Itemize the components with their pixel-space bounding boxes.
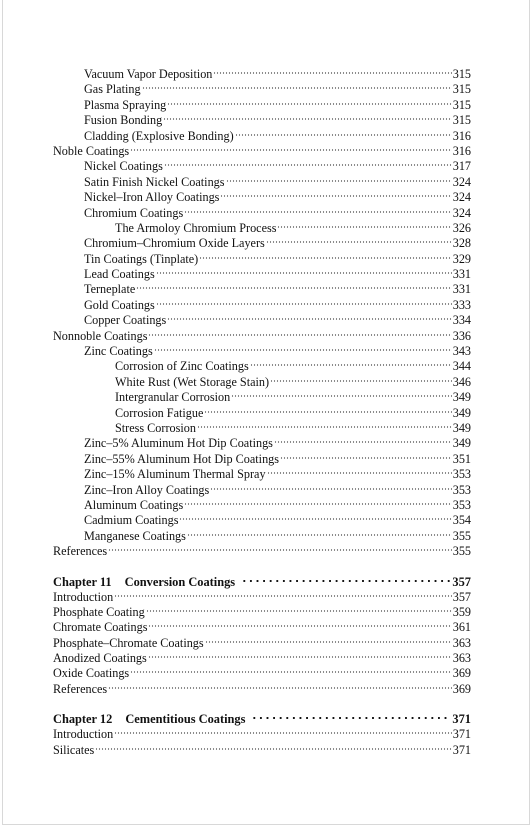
toc-entry-title: Fusion Bonding [84,113,163,128]
toc-entry-title: Phosphate Coating [53,604,145,619]
toc-entry-title: Nickel Coatings [84,159,163,174]
chapter-spacer [53,560,471,574]
toc-entry-title: Zinc–Iron Alloy Coatings [84,482,210,497]
toc-entry-title: Zinc–5% Aluminum Hot Dip Coatings [84,436,273,451]
dot-leader [266,240,452,244]
dot-leader [270,379,452,383]
toc-entry-title: Nonnoble Coatings [53,328,148,343]
toc-entry-title: Chromium Coatings [84,205,184,220]
toc-page-number: 349 [452,390,471,405]
dot-leader [277,225,451,229]
dot-leader [148,624,451,628]
dot-leader [167,102,451,106]
toc-page-number: 351 [452,451,471,466]
toc-page-number: 369 [452,666,471,681]
toc-page-number: 344 [452,359,471,374]
toc-page-number: 324 [452,190,471,205]
toc-entry-title: White Rust (Wet Storage Stain) [115,374,270,389]
toc-entry-title: Corrosion of Zinc Coatings [115,359,249,374]
toc-page-number: 326 [452,220,471,235]
dot-leader [130,148,452,152]
toc-entry-title: Silicates [53,742,95,757]
dot-leader [148,333,451,337]
toc-entry-title: Manganese Coatings [84,528,186,543]
toc-entry-title: Phosphate–Chromate Coatings [53,635,204,650]
dot-leader [226,179,452,183]
toc-entry-title: Gold Coatings [84,297,155,312]
toc-entry-title: Tin Coatings (Tinplate) [84,251,199,266]
toc-entry[interactable] [53,282,471,297]
toc-entry-title: Zinc–55% Aluminum Hot Dip Coatings [84,451,279,466]
toc-entry-title: Cadmium Coatings [84,513,179,528]
toc-page-number: 316 [452,143,471,158]
dot-leader [251,716,450,720]
chapter-title: Conversion Coatings [124,574,236,589]
toc-page-number: 324 [452,174,471,189]
toc-page-number: 343 [452,344,471,359]
dot-leader [250,363,452,367]
toc-page-number: 324 [452,205,471,220]
toc-entry[interactable] [53,359,471,374]
dot-leader [156,271,452,275]
dot-leader [167,317,451,321]
toc-entry-title: References [53,681,108,696]
toc-entry[interactable] [53,267,471,282]
dot-leader [130,670,452,674]
toc-page-number: 363 [452,651,471,666]
toc-entry-title: Introduction [53,727,114,742]
toc-page-number: 329 [452,251,471,266]
toc-page-number: 357 [452,589,471,604]
dot-leader [241,579,450,583]
toc-entry[interactable] [53,129,471,144]
dot-leader [154,348,452,352]
toc-entry-title: Introduction [53,589,114,604]
dot-leader [187,533,452,537]
toc-entry-title: Vacuum Vapor Deposition [84,67,213,81]
toc-entry-title: Nickel–Iron Alloy Coatings [84,190,220,205]
toc-entry[interactable] [53,98,471,113]
toc-page-number: 349 [452,436,471,451]
toc-entry[interactable] [53,421,471,436]
toc-entry-title: Gas Plating [84,82,141,97]
toc-entry[interactable] [53,666,471,681]
toc-entry[interactable] [53,436,471,451]
toc-entry-title: Zinc–15% Aluminum Thermal Spray [84,467,266,482]
toc-page-number: 328 [452,236,471,251]
dot-leader [142,86,452,90]
toc-entry-title: Copper Coatings [84,313,167,328]
dot-leader [148,655,452,659]
toc-page-number: 361 [452,620,471,635]
toc-page-number: 315 [452,67,471,81]
dot-leader [280,456,452,460]
chapter-title: Cementitious Coatings [125,712,246,727]
chapter-spacer [53,697,471,711]
toc-entry[interactable] [53,544,471,559]
dot-leader [114,731,451,735]
toc-entry[interactable] [53,620,471,635]
toc-entry[interactable] [53,452,471,467]
dot-leader [231,394,452,398]
toc-entry[interactable] [53,67,471,82]
toc-entry[interactable] [53,483,471,498]
toc-entry-title: Plasma Spraying [84,97,167,112]
dot-leader [108,686,452,690]
dot-leader [210,487,451,491]
toc-page-number: 371 [452,727,471,742]
toc-entry-title: Anodized Coatings [53,651,147,666]
chapter-number: Chapter 11 [53,574,112,589]
toc-page-number: 317 [452,159,471,174]
toc-entry[interactable] [53,190,471,205]
table-of-contents [53,67,471,758]
dot-leader [156,302,452,306]
dot-leader [163,117,451,121]
toc-entry-title: Chromium–Chromium Oxide Layers [84,236,265,251]
toc-entry-title: Stress Corrosion [115,420,196,435]
dot-leader [205,640,452,644]
dot-leader [136,286,451,290]
dot-leader [199,256,451,260]
toc-entry-title: Cladding (Explosive Bonding) [84,128,234,143]
toc-entry[interactable] [53,221,471,236]
chapter-page-number: 357 [452,574,471,589]
toc-entry[interactable] [53,344,471,359]
toc-entry[interactable] [53,252,471,267]
toc-entry[interactable] [53,206,471,221]
toc-entry-title: Oxide Coatings [53,666,130,681]
toc-entry[interactable] [53,159,471,174]
dot-leader [235,133,452,137]
dot-leader [274,440,452,444]
toc-entry[interactable] [53,590,471,605]
toc-entry-title: Satin Finish Nickel Coatings [84,174,225,189]
toc-entry[interactable] [53,636,471,651]
toc-page-number: 346 [452,374,471,389]
toc-entry-title: Corrosion Fatigue [115,405,204,420]
dot-leader [108,548,452,552]
toc-page-number: 316 [452,128,471,143]
toc-page-number: 355 [452,544,471,559]
toc-entry[interactable] [53,743,471,758]
toc-entry[interactable] [53,605,471,620]
toc-page-number: 371 [452,742,471,757]
toc-page-number: 369 [452,681,471,696]
toc-page-number: 355 [452,528,471,543]
chapter-heading[interactable] [53,574,471,590]
toc-entry[interactable] [53,498,471,513]
toc-entry-title: Chromate Coatings [53,620,148,635]
toc-page-number: 363 [452,635,471,650]
toc-entry[interactable] [53,467,471,482]
toc-page-number: 349 [452,420,471,435]
toc-entry[interactable] [53,82,471,97]
toc-entry-title: Noble Coatings [53,143,130,158]
toc-entry[interactable] [53,390,471,405]
dot-leader [179,517,451,521]
toc-page-number: 354 [452,513,471,528]
toc-page-number: 333 [452,297,471,312]
toc-page-number: 315 [452,82,471,97]
chapter-page-number: 371 [452,712,471,727]
toc-entry-title: Zinc Coatings [84,344,153,359]
toc-page-number: 353 [452,482,471,497]
toc-page-number: 315 [452,113,471,128]
toc-entry-title: Terneplate [84,282,136,297]
dot-leader [184,502,452,506]
dot-leader [204,410,451,414]
toc-entry[interactable] [53,313,471,328]
toc-entry-title: Lead Coatings [84,267,155,282]
dot-leader [197,425,452,429]
toc-entry[interactable] [53,329,471,344]
toc-entry-title: References [53,544,108,559]
toc-page-number: 315 [452,97,471,112]
dot-leader [164,163,452,167]
toc-entry[interactable] [53,513,471,528]
toc-entry[interactable] [53,144,471,159]
toc-page-number: 331 [452,282,471,297]
toc-entry[interactable] [53,406,471,421]
toc-entry[interactable] [53,175,471,190]
dot-leader [184,210,452,214]
dot-leader [220,194,451,198]
toc-entry[interactable] [53,113,471,128]
toc-page-number: 359 [452,604,471,619]
chapter-number: Chapter 12 [53,712,113,727]
toc-entry[interactable] [53,651,471,666]
dot-leader [114,594,451,598]
toc-entry[interactable] [53,298,471,313]
toc-entry[interactable] [53,682,471,697]
chapter-heading[interactable] [53,711,471,727]
toc-page-number: 353 [452,497,471,512]
toc-page-number: 334 [452,313,471,328]
dot-leader [213,71,451,75]
toc-entry-title: Intergranular Corrosion [115,390,231,405]
toc-page-number: 349 [452,405,471,420]
dot-leader [146,609,452,613]
toc-entry[interactable] [53,727,471,742]
toc-page-number: 336 [452,328,471,343]
toc-page-number: 331 [452,267,471,282]
toc-entry[interactable] [53,529,471,544]
toc-entry-title: Aluminum Coatings [84,497,184,512]
toc-entry[interactable] [53,375,471,390]
dot-leader [95,747,451,751]
toc-page-number: 353 [452,467,471,482]
toc-entry[interactable] [53,236,471,251]
dot-leader [267,471,452,475]
toc-entry-title: The Armoloy Chromium Process [115,220,277,235]
